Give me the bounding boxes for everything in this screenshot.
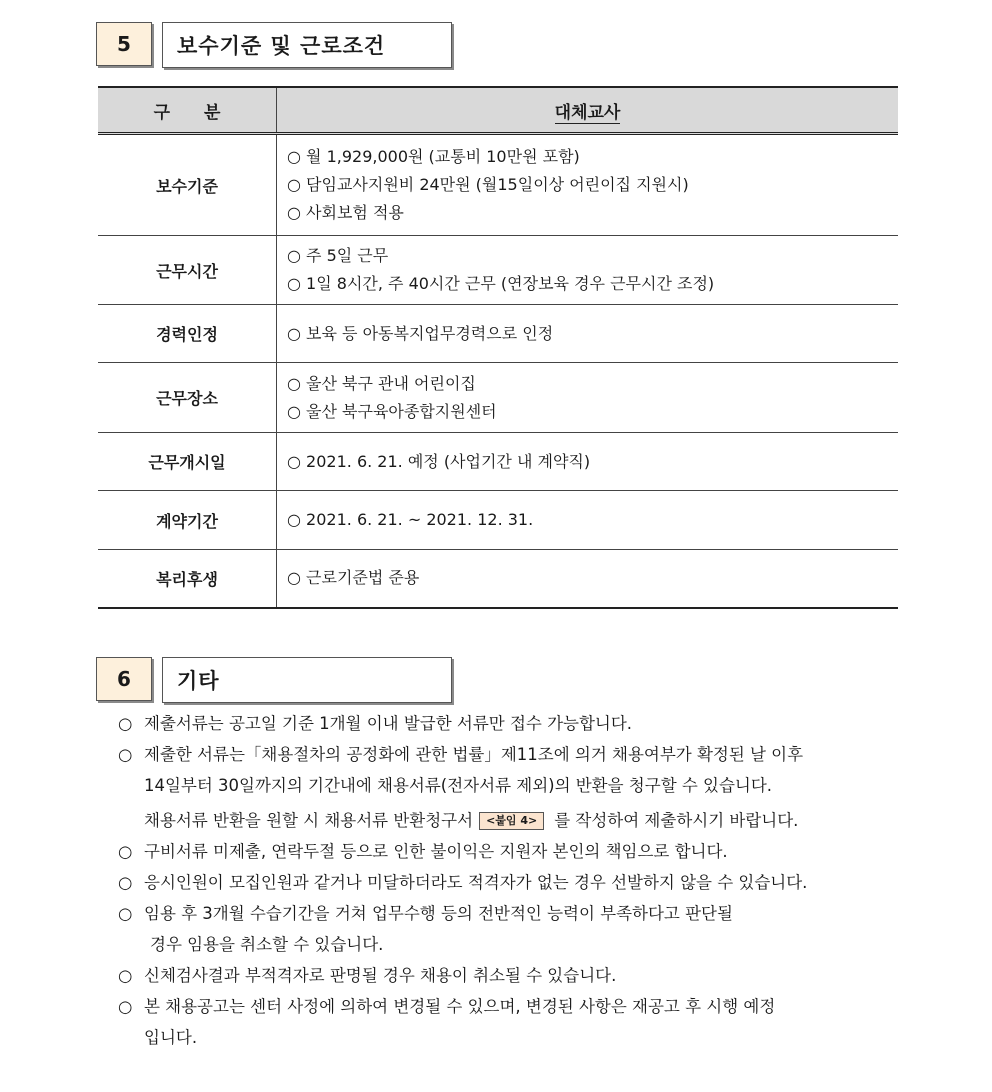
section-5-header xyxy=(96,22,452,68)
row-value-line: ○ 울산 북구육아종합지원센터 xyxy=(287,401,497,421)
row-value xyxy=(277,236,899,305)
list-item xyxy=(118,898,918,929)
header-value-text: 대체교사 xyxy=(554,102,621,123)
list-item-text: 제출서류는 공고일 기준 1개월 이내 발급한 서류만 접수 가능합니다. xyxy=(144,714,633,733)
bullet-icon: ○ xyxy=(118,904,133,923)
list-item xyxy=(118,739,918,770)
bullet-icon: ○ xyxy=(118,997,133,1016)
table-row xyxy=(98,491,898,550)
list-item-text: 신체검사결과 부적격자로 판명될 경우 채용이 취소될 수 있습니다. xyxy=(144,966,617,985)
list-item-text: 입니다. xyxy=(144,1028,198,1047)
table-row xyxy=(98,134,898,236)
header-label: 구 분 xyxy=(98,87,277,134)
list-item xyxy=(118,708,918,739)
bullet-icon: ○ xyxy=(118,873,133,892)
row-label: 근무개시일 xyxy=(98,433,277,491)
section-6-number: 6 xyxy=(96,657,152,701)
table-row xyxy=(98,305,898,363)
list-item-text: 채용서류 반환을 원할 시 채용서류 반환청구서 xyxy=(144,811,474,830)
row-value-line: ○ 월 1,929,000원 (교통비 10만원 포함) xyxy=(287,147,580,166)
list-item-text: 14일부터 30일까지의 기간내에 채용서류(전자서류 제외)의 반환을 청구할 수 있습니다. xyxy=(144,776,773,795)
list-item xyxy=(118,960,918,991)
section-6-title: 기타 xyxy=(162,657,452,703)
list-item-continuation xyxy=(118,770,918,801)
list-item-text: 구비서류 미제출, 연락두절 등으로 인한 불이익은 지원자 본인의 책임으로 합니다. xyxy=(144,842,728,861)
attachment-tag: <붙임 4> xyxy=(479,812,544,830)
row-value-line: ○ 2021. 6. 21. 예정 (사업기간 내 계약직) xyxy=(287,451,591,471)
bullet-icon: ○ xyxy=(118,745,133,764)
row-value-line: ○ 담임교사지원비 24만원 (월15일이상 어린이집 지원시) xyxy=(287,175,689,194)
list-item xyxy=(118,991,918,1022)
row-label: 복리후생 xyxy=(98,550,277,608)
section-5-title: 보수기준 및 근로조건 xyxy=(162,22,452,68)
row-value-line: ○ 주 5일 근무 xyxy=(287,246,389,265)
list-item-text: 본 채용공고는 센터 사정에 의하여 변경될 수 있으며, 변경된 사항은 재공고 후 시행 예정 xyxy=(144,997,776,1016)
list-item-continuation xyxy=(118,805,918,836)
list-item-continuation xyxy=(118,929,918,960)
row-label: 경력인정 xyxy=(98,305,277,363)
header-value xyxy=(277,87,899,134)
table-header-row xyxy=(98,87,898,134)
row-label: 근무장소 xyxy=(98,363,277,433)
row-value xyxy=(277,550,899,608)
row-value-line: ○ 근로기준법 준용 xyxy=(287,568,420,588)
row-value xyxy=(277,433,899,491)
row-value-line: ○ 1일 8시간, 주 40시간 근무 (연장보육 경우 근무시간 조정) xyxy=(287,274,715,293)
misc-list xyxy=(118,708,918,1053)
bullet-icon: ○ xyxy=(118,714,133,733)
row-value xyxy=(277,363,899,433)
row-label: 보수기준 xyxy=(98,134,277,236)
row-label: 계약기간 xyxy=(98,491,277,550)
list-item-text: 응시인원이 모집인원과 같거나 미달하더라도 적격자가 없는 경우 선발하지 않을 수 있습니다. xyxy=(144,873,808,892)
row-value xyxy=(277,134,899,236)
table-row xyxy=(98,236,898,305)
list-item xyxy=(118,867,918,898)
table-row xyxy=(98,363,898,433)
section-6-header xyxy=(96,657,452,703)
section-5-number: 5 xyxy=(96,22,152,66)
conditions-table xyxy=(98,86,898,609)
row-value-line: ○ 울산 북구 관내 어린이집 xyxy=(287,373,476,393)
bullet-icon: ○ xyxy=(118,842,133,861)
list-item-continuation xyxy=(118,1022,918,1053)
list-item-text: 제출한 서류는「채용절차의 공정화에 관한 법률」제11조에 의거 채용여부가 확정된 날 이후 xyxy=(144,745,804,764)
row-value xyxy=(277,491,899,550)
list-item-text: 를 작성하여 제출하시기 바랍니다. xyxy=(554,811,799,830)
table-row xyxy=(98,433,898,491)
list-item xyxy=(118,836,918,867)
row-value-line: ○ 사회보험 적용 xyxy=(287,203,404,222)
row-value-line: ○ 2021. 6. 21. ~ 2021. 12. 31. xyxy=(287,510,534,529)
list-item-text: 경우 임용을 취소할 수 있습니다. xyxy=(150,935,384,954)
bullet-icon: ○ xyxy=(118,966,133,985)
row-value xyxy=(277,305,899,363)
list-item-text: 임용 후 3개월 수습기간을 거쳐 업무수행 등의 전반적인 능력이 부족하다고 판단될 xyxy=(144,904,733,923)
table-row xyxy=(98,550,898,608)
row-label: 근무시간 xyxy=(98,236,277,305)
row-value-line: ○ 보육 등 아동복지업무경력으로 인정 xyxy=(287,323,554,343)
